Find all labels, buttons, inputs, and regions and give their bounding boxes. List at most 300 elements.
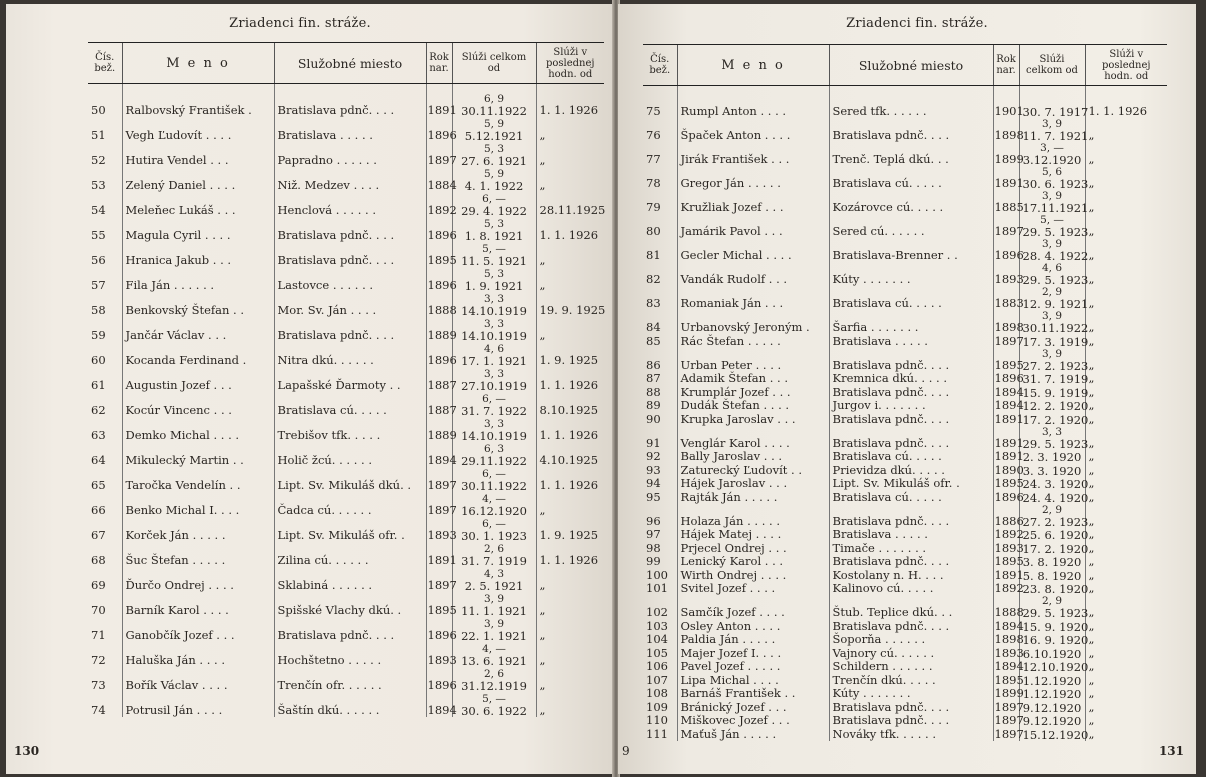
spacer-row	[643, 86, 1167, 95]
service-length-note: 6, 3	[483, 443, 505, 455]
row-rank-since: „	[536, 267, 604, 292]
row-duty-station: Šarfia . . . . . . .	[829, 310, 993, 334]
row-rank-since: 1. 9. 1925	[536, 342, 604, 367]
row-number: 111	[646, 726, 668, 741]
row-service-since	[1019, 646, 1085, 660]
service-length-note: 3, 9	[1041, 310, 1063, 322]
table-row	[643, 94, 1167, 118]
row-service-since	[1019, 490, 1089, 505]
row-service-since	[1019, 190, 1089, 215]
service-duration-block	[1023, 143, 1082, 166]
spacer-cell	[88, 84, 122, 93]
row-service-since	[1019, 238, 1089, 263]
table-row	[643, 528, 1167, 542]
row-birth-year: 1887	[426, 392, 452, 417]
row-rank-since: 1. 1. 1926	[1085, 94, 1167, 118]
row-rank-since: „	[1085, 348, 1167, 372]
service-length-note: 3, 9	[483, 618, 505, 630]
table-row	[643, 673, 1167, 687]
service-duration-block	[1023, 675, 1082, 687]
table-row	[88, 617, 604, 642]
service-length-note: 5, —	[1040, 214, 1064, 226]
table-row	[643, 334, 1167, 348]
row-name: Urban Peter . . . .	[677, 348, 829, 372]
table-row	[643, 633, 1167, 647]
table-row	[643, 450, 1167, 464]
table-row	[88, 92, 604, 117]
row-duty-station: Nitra dkú. . . . . .	[274, 342, 426, 367]
service-duration-block	[1023, 688, 1082, 700]
row-service-since	[452, 517, 536, 542]
row-name: Barník Karol . . . .	[122, 592, 274, 617]
table-row	[88, 692, 604, 717]
service-start-date: 30.11.1922	[461, 104, 527, 118]
table-row	[88, 492, 604, 517]
row-duty-station: Lipt. Sv. Mikuláš ofr. .	[274, 517, 426, 542]
row-rank-since: „	[1085, 555, 1167, 569]
row-number: 80	[646, 224, 661, 238]
row-birth-year: 1895	[426, 592, 452, 617]
service-duration-block	[456, 194, 533, 217]
table-row	[88, 592, 604, 617]
row-service-since	[452, 242, 536, 267]
row-name: Hájek Jaroslav . . .	[677, 477, 829, 491]
service-duration-block	[456, 369, 533, 392]
column-header-sluzi: Slúži celkom od	[1019, 45, 1085, 86]
row-name: Vegh Ľudovít . . . .	[122, 117, 274, 142]
service-duration-block	[1022, 238, 1089, 263]
row-name: Miškovec Jozef . . .	[677, 714, 829, 728]
row-name: Barnáš František . .	[677, 687, 829, 701]
row-rank-since: „	[536, 167, 604, 192]
row-number: 100	[646, 567, 668, 582]
row-duty-station: Timače . . . . . . .	[829, 541, 993, 555]
row-name: Šuc Štefan . . . . .	[122, 542, 274, 567]
row-rank-since: 1. 1. 1926	[536, 542, 604, 567]
service-start-date: 5. 8. 1920	[1022, 568, 1082, 583]
row-number: 54	[91, 203, 106, 217]
service-start-date: 31. 7. 1919	[1022, 372, 1089, 386]
row-service-since	[452, 292, 536, 317]
row-service-since	[1019, 503, 1089, 529]
row-birth-year: 1896	[426, 342, 452, 367]
table-row	[643, 348, 1167, 372]
service-duration-block	[456, 344, 533, 367]
service-duration-block	[1022, 347, 1089, 373]
row-number: 73	[91, 678, 106, 692]
row-name: Fila Ján . . . . . .	[122, 267, 274, 292]
service-start-date: 24. 3. 1920	[1022, 477, 1089, 491]
row-rank-since: „	[1085, 372, 1167, 386]
table-row	[643, 595, 1167, 619]
service-duration-block	[1023, 702, 1082, 714]
row-birth-year: 1885	[993, 190, 1019, 214]
row-number: 102	[646, 605, 668, 619]
service-start-date: 3.12.1920	[1022, 153, 1082, 167]
row-name: Majer Jozef I. . . .	[677, 646, 829, 660]
spacer-row	[88, 84, 604, 93]
row-birth-year: 1896	[994, 371, 1024, 385]
row-birth-year: 1896	[994, 489, 1024, 504]
service-length-note: 5, —	[482, 243, 506, 255]
row-number: 60	[91, 353, 106, 367]
service-length-note: 2, 9	[1041, 286, 1063, 298]
service-start-date: 29. 5. 1923	[1022, 225, 1089, 239]
row-birth-year: 1889	[426, 317, 452, 342]
row-birth-year: 1895	[994, 554, 1024, 568]
table-row	[643, 541, 1167, 555]
row-rank-since: „	[536, 642, 604, 667]
service-length-note: 4, 6	[483, 343, 505, 355]
service-duration-block	[1022, 262, 1089, 287]
row-number: 63	[91, 428, 106, 442]
row-rank-since: „	[1085, 238, 1167, 262]
row-duty-station: Bratislava . . . . .	[274, 117, 426, 142]
service-start-date: 1.12.1920	[1022, 673, 1082, 688]
row-number: 72	[91, 653, 106, 667]
table-row	[643, 190, 1167, 214]
column-header-cis: Čís. bež.	[88, 43, 122, 84]
row-service-since	[1019, 385, 1089, 400]
roster-table-right	[643, 44, 1167, 741]
row-duty-station: Trenčín ofr. . . . . .	[274, 667, 426, 692]
row-rank-since: „	[1085, 426, 1167, 450]
row-service-since	[452, 692, 536, 717]
row-birth-year: 1899	[994, 686, 1024, 700]
row-birth-year: 1897	[993, 214, 1019, 238]
row-service-since	[452, 567, 536, 592]
table-row	[643, 568, 1167, 582]
service-start-date: 30. 1. 1923	[461, 529, 527, 543]
row-name: Kocanda Ferdinand .	[122, 342, 274, 367]
row-rank-since: „	[536, 142, 604, 167]
row-rank-since: „	[1085, 118, 1167, 142]
row-number: 53	[91, 178, 106, 192]
row-birth-year: 1896	[993, 238, 1019, 262]
table-row	[643, 477, 1167, 491]
row-birth-year: 1891	[426, 542, 452, 567]
row-number: 59	[91, 328, 106, 342]
service-start-date: 29. 5. 1923	[1022, 273, 1089, 287]
row-service-since	[452, 392, 536, 417]
row-number: 105	[646, 645, 668, 660]
table-row	[643, 286, 1167, 310]
row-rank-since: „	[1085, 727, 1167, 741]
table-row	[88, 242, 604, 267]
service-length-note: 4, —	[482, 643, 506, 655]
service-length-note: 3, —	[1040, 142, 1064, 154]
service-duration-block	[456, 144, 533, 167]
service-duration-block	[1022, 660, 1089, 674]
row-birth-year: 1886	[993, 504, 1019, 528]
service-start-date: 1. 9. 1921	[464, 279, 524, 293]
row-service-since	[1019, 633, 1089, 647]
row-name: Jirák František . . .	[677, 142, 829, 166]
row-duty-station: Bratislava pdnč. . . .	[829, 700, 993, 714]
signature-mark: 9	[622, 744, 630, 758]
row-service-since	[452, 492, 536, 517]
table-header-row	[643, 45, 1167, 86]
row-birth-year: 1891	[993, 426, 1019, 450]
service-start-date: 31. 7. 1922	[461, 404, 527, 418]
table-row	[88, 517, 604, 542]
service-length-note: 5, 9	[483, 118, 505, 130]
service-length-note: 3, 9	[483, 593, 505, 605]
table-row	[643, 262, 1167, 286]
row-rank-since: 1. 9. 1925	[536, 517, 604, 542]
table-row	[643, 582, 1167, 596]
row-rank-since: „	[536, 492, 604, 517]
service-duration-block	[456, 619, 533, 642]
row-duty-station: Prievidza dkú. . . . .	[829, 463, 993, 477]
service-duration-block	[1022, 425, 1089, 451]
row-name: Krumplár Jozef . . .	[677, 385, 829, 399]
column-header-miesto: Služobné miesto	[829, 45, 993, 86]
row-name: Adamik Štefan . . .	[677, 372, 829, 386]
row-birth-year: 1888	[426, 292, 452, 317]
row-birth-year: 1893	[993, 262, 1019, 286]
spacer-cell	[1085, 86, 1167, 95]
row-number: 98	[646, 540, 661, 555]
row-number: 58	[91, 303, 106, 317]
row-name: Lenický Karol . . .	[677, 555, 829, 569]
row-duty-station: Vajnory cú. . . . . .	[829, 646, 993, 660]
row-duty-station: Bratislava cú. . . . .	[829, 286, 993, 310]
row-rank-since: 8.10.1925	[536, 392, 604, 417]
row-duty-station: Sered tfk. . . . . .	[829, 94, 993, 118]
roster-body-left	[88, 84, 604, 718]
row-rank-since: „	[1085, 190, 1167, 214]
service-start-date: 16. 9. 1920	[1022, 633, 1089, 647]
row-duty-station: Bratislava cú. . . . .	[274, 392, 426, 417]
row-rank-since: „	[1085, 385, 1167, 399]
row-duty-station: Holič žcú. . . . . .	[274, 442, 426, 467]
service-duration-block	[1022, 477, 1089, 491]
service-duration-block	[1023, 715, 1082, 727]
service-length-note: 3, 9	[1041, 238, 1063, 250]
row-service-since	[452, 267, 536, 292]
row-name: Demko Michal . . . .	[122, 417, 274, 442]
service-start-date: 14.10.1919	[461, 329, 527, 343]
row-service-since	[1019, 334, 1089, 349]
table-row	[643, 687, 1167, 701]
row-number: 82	[646, 272, 661, 286]
service-duration-block	[456, 669, 533, 692]
row-birth-year: 1897	[426, 567, 452, 592]
row-birth-year: 1897	[994, 333, 1024, 348]
row-number: 93	[646, 462, 661, 477]
row-birth-year: 1897	[426, 142, 452, 167]
row-duty-station: Bratislava pdnč. . . .	[274, 617, 426, 642]
row-name: Potrusil Ján . . . .	[122, 692, 274, 717]
row-rank-since: „	[1085, 619, 1167, 633]
service-start-date: 14.10.1919	[461, 304, 527, 318]
row-service-since	[1019, 94, 1089, 119]
row-number: 107	[646, 672, 668, 687]
service-duration-block	[1022, 310, 1089, 335]
row-birth-year: 1895	[426, 242, 452, 267]
row-rank-since: „	[1085, 714, 1167, 728]
service-duration-block	[1023, 451, 1082, 463]
row-service-since	[452, 442, 536, 467]
row-service-since	[1019, 568, 1085, 582]
row-number: 95	[646, 489, 661, 504]
row-rank-since: „	[1085, 633, 1167, 647]
service-start-date: 31.12.1919	[461, 679, 527, 693]
row-rank-since: „	[1085, 673, 1167, 687]
row-service-since	[1019, 700, 1085, 714]
row-rank-since: „	[1085, 528, 1167, 542]
table-row	[643, 372, 1167, 386]
row-name: Venglár Karol . . . .	[677, 426, 829, 450]
service-start-date: 17.11.1921	[1022, 201, 1089, 215]
row-service-since	[452, 367, 536, 392]
row-service-since	[452, 417, 536, 442]
table-row	[88, 642, 604, 667]
row-rank-since: „	[1085, 595, 1167, 619]
service-length-note: 5, 9	[483, 168, 505, 180]
row-name: Prjecel Ondrej . . .	[677, 541, 829, 555]
row-name: Zaturecký Ľudovít . .	[677, 463, 829, 477]
row-duty-station: Bratislava pdnč. . . .	[274, 317, 426, 342]
row-name: Romaniak Ján . . .	[677, 286, 829, 310]
service-length-note: 5, 6	[1041, 166, 1063, 178]
row-birth-year: 1892	[426, 192, 452, 217]
row-number: 64	[91, 453, 106, 467]
service-duration-block	[456, 469, 533, 492]
row-birth-year: 1898	[993, 310, 1019, 334]
row-rank-since: „	[1085, 262, 1167, 286]
service-duration-block	[1022, 528, 1089, 542]
column-header-hodn: Slúži v poslednej hodn. od	[1085, 45, 1167, 86]
row-birth-year: 1896	[426, 667, 452, 692]
service-start-date: 27.10.1919	[461, 379, 527, 393]
service-duration-block	[1022, 541, 1089, 556]
row-duty-station: Šaštín dkú. . . . . .	[274, 692, 426, 717]
service-length-note: 2, 9	[1041, 595, 1063, 607]
table-row	[643, 385, 1167, 399]
row-name: Rajták Ján . . . . .	[677, 490, 829, 504]
service-duration-block	[456, 219, 533, 242]
table-row	[88, 567, 604, 592]
service-start-date: 9.12.1920	[1022, 714, 1082, 728]
row-service-since	[452, 317, 536, 342]
row-rank-since: „	[1085, 450, 1167, 464]
row-name: Kocúr Vincenc . . .	[122, 392, 274, 417]
row-name: Bránický Jozef . . .	[677, 700, 829, 714]
row-name: Haluška Ján . . . .	[122, 642, 274, 667]
row-birth-year: 1893	[994, 540, 1024, 555]
table-row	[88, 267, 604, 292]
row-number: 56	[91, 253, 106, 267]
row-name: Kružliak Jozef . . .	[677, 190, 829, 214]
row-birth-year: 1891	[994, 449, 1024, 463]
row-rank-since: „	[1085, 412, 1167, 426]
row-name: Korček Ján . . . . .	[122, 517, 274, 542]
row-birth-year: 1899	[993, 142, 1019, 166]
service-length-note: 3, 3	[483, 293, 505, 305]
service-duration-block	[1022, 595, 1089, 620]
row-duty-station: Bratislava pdnč. . . .	[829, 118, 993, 142]
spacer-cell	[274, 84, 426, 93]
row-birth-year: 1894	[994, 384, 1024, 399]
row-name: Mikulecký Martin . .	[122, 442, 274, 467]
spacer-cell	[452, 84, 536, 93]
row-service-since	[452, 342, 536, 367]
service-duration-block	[456, 94, 533, 117]
row-duty-station: Kúty . . . . . . .	[829, 687, 993, 701]
column-header-miesto: Služobné miesto	[274, 43, 426, 84]
service-start-date: 28. 4. 1922	[1022, 249, 1089, 263]
row-duty-station: Bratislava cú. . . . .	[829, 450, 993, 464]
service-start-date: 12.10.1920	[1022, 660, 1089, 674]
service-duration-block	[1022, 727, 1089, 742]
row-duty-station: Nováky tfk. . . . . .	[829, 727, 993, 741]
row-duty-station: Sklabiná . . . . . .	[274, 567, 426, 592]
row-number: 81	[646, 248, 661, 262]
row-duty-station: Henclová . . . . . .	[274, 192, 426, 217]
service-start-date: 14.10.1919	[461, 429, 527, 443]
table-row	[643, 727, 1167, 741]
row-service-since	[452, 667, 536, 692]
service-duration-block	[456, 319, 533, 342]
service-duration-block	[1022, 490, 1089, 505]
row-number: 62	[91, 403, 106, 417]
spacer-cell	[677, 86, 829, 95]
service-duration-block	[456, 444, 533, 467]
column-header-meno: M e n o	[677, 45, 829, 86]
service-length-note: 4, —	[482, 493, 506, 505]
row-service-since	[1019, 286, 1089, 311]
column-header-sluzi: Slúži celkom od	[452, 43, 536, 84]
row-duty-station: Bratislava pdnč. . . .	[829, 555, 993, 569]
spacer-cell	[829, 86, 993, 95]
row-name: Osley Anton . . . .	[677, 619, 829, 633]
row-birth-year: 1895	[994, 476, 1024, 490]
row-birth-year: 1891	[426, 92, 452, 117]
table-row	[643, 310, 1167, 334]
service-duration-block	[1022, 166, 1089, 191]
row-number: 89	[646, 398, 661, 412]
row-birth-year: 1884	[426, 167, 452, 192]
service-length-note: 2, 6	[483, 668, 505, 680]
service-start-date: 3. 8. 1920	[1022, 555, 1082, 569]
table-row	[88, 192, 604, 217]
table-row	[643, 118, 1167, 142]
row-rank-since: „	[1085, 646, 1167, 660]
row-service-since	[452, 142, 536, 167]
row-name: Jamárik Pavol . . .	[677, 214, 829, 238]
row-service-since	[452, 542, 536, 567]
row-rank-since: 1. 1. 1926	[536, 467, 604, 492]
table-row	[643, 714, 1167, 728]
service-start-date: 4. 1. 1922	[464, 179, 524, 193]
service-length-note: 6, —	[482, 518, 506, 530]
row-name: Hájek Matej . . . .	[677, 528, 829, 542]
row-duty-station: Spišské Vlachy dkú. .	[274, 592, 426, 617]
service-length-note: 4, 3	[483, 568, 505, 580]
service-duration-block	[456, 644, 533, 667]
table-row	[643, 238, 1167, 262]
service-length-note: 3, 3	[1041, 425, 1063, 438]
row-name: Vandák Rudolf . . .	[677, 262, 829, 286]
row-rank-since: „	[1085, 477, 1167, 491]
service-length-note: 5, 3	[483, 218, 505, 230]
column-header-rok: Rok nar.	[426, 43, 452, 84]
row-number: 84	[646, 320, 661, 334]
row-rank-since: „	[1085, 541, 1167, 555]
service-duration-block	[1022, 619, 1089, 634]
